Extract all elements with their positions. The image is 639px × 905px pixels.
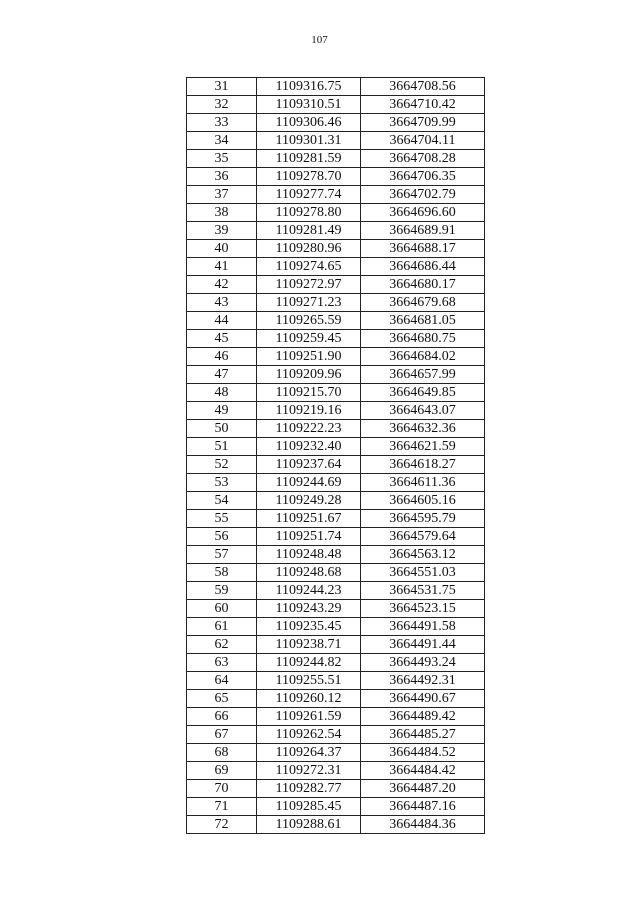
x-coordinate-cell: 1109209.96 (257, 366, 361, 384)
x-coordinate-cell: 1109232.40 (257, 438, 361, 456)
point-number-cell: 47 (187, 366, 257, 384)
y-coordinate-cell: 3664491.44 (361, 636, 485, 654)
y-coordinate-cell: 3664702.79 (361, 186, 485, 204)
point-number-cell: 72 (187, 816, 257, 834)
y-coordinate-cell: 3664708.56 (361, 78, 485, 96)
table-row (187, 708, 485, 726)
point-number-cell: 69 (187, 762, 257, 780)
y-coordinate-cell: 3664485.27 (361, 726, 485, 744)
table-row (187, 240, 485, 258)
coordinates-table-body (187, 78, 485, 834)
table-row (187, 744, 485, 762)
page-number: 107 (311, 34, 328, 46)
x-coordinate-cell: 1109285.45 (257, 798, 361, 816)
x-coordinate-cell: 1109265.59 (257, 312, 361, 330)
table-row (187, 510, 485, 528)
x-coordinate-cell: 1109238.71 (257, 636, 361, 654)
table-row (187, 618, 485, 636)
y-coordinate-cell: 3664523.15 (361, 600, 485, 618)
x-coordinate-cell: 1109281.49 (257, 222, 361, 240)
table-row (187, 780, 485, 798)
x-coordinate-cell: 1109262.54 (257, 726, 361, 744)
table-row (187, 600, 485, 618)
point-number-cell: 70 (187, 780, 257, 798)
x-coordinate-cell: 1109260.12 (257, 690, 361, 708)
x-coordinate-cell: 1109280.96 (257, 240, 361, 258)
table-row (187, 690, 485, 708)
point-number-cell: 36 (187, 168, 257, 186)
x-coordinate-cell: 1109237.64 (257, 456, 361, 474)
x-coordinate-cell: 1109244.82 (257, 654, 361, 672)
point-number-cell: 48 (187, 384, 257, 402)
x-coordinate-cell: 1109272.31 (257, 762, 361, 780)
y-coordinate-cell: 3664688.17 (361, 240, 485, 258)
y-coordinate-cell: 3664708.28 (361, 150, 485, 168)
x-coordinate-cell: 1109248.48 (257, 546, 361, 564)
y-coordinate-cell: 3664686.44 (361, 258, 485, 276)
coordinates-table (186, 77, 485, 834)
table-row (187, 96, 485, 114)
x-coordinate-cell: 1109316.75 (257, 78, 361, 96)
table-row (187, 546, 485, 564)
table-row (187, 438, 485, 456)
x-coordinate-cell: 1109306.46 (257, 114, 361, 132)
y-coordinate-cell: 3664710.42 (361, 96, 485, 114)
point-number-cell: 34 (187, 132, 257, 150)
y-coordinate-cell: 3664595.79 (361, 510, 485, 528)
x-coordinate-cell: 1109288.61 (257, 816, 361, 834)
y-coordinate-cell: 3664649.85 (361, 384, 485, 402)
x-coordinate-cell: 1109264.37 (257, 744, 361, 762)
y-coordinate-cell: 3664493.24 (361, 654, 485, 672)
point-number-cell: 35 (187, 150, 257, 168)
point-number-cell: 64 (187, 672, 257, 690)
table-row (187, 474, 485, 492)
x-coordinate-cell: 1109274.65 (257, 258, 361, 276)
y-coordinate-cell: 3664551.03 (361, 564, 485, 582)
point-number-cell: 50 (187, 420, 257, 438)
point-number-cell: 42 (187, 276, 257, 294)
x-coordinate-cell: 1109278.70 (257, 168, 361, 186)
y-coordinate-cell: 3664618.27 (361, 456, 485, 474)
point-number-cell: 38 (187, 204, 257, 222)
y-coordinate-cell: 3664689.91 (361, 222, 485, 240)
y-coordinate-cell: 3664709.99 (361, 114, 485, 132)
x-coordinate-cell: 1109219.16 (257, 402, 361, 420)
x-coordinate-cell: 1109235.45 (257, 618, 361, 636)
point-number-cell: 31 (187, 78, 257, 96)
point-number-cell: 60 (187, 600, 257, 618)
point-number-cell: 67 (187, 726, 257, 744)
x-coordinate-cell: 1109251.90 (257, 348, 361, 366)
table-row (187, 726, 485, 744)
table-row (187, 492, 485, 510)
point-number-cell: 32 (187, 96, 257, 114)
x-coordinate-cell: 1109301.31 (257, 132, 361, 150)
point-number-cell: 59 (187, 582, 257, 600)
point-number-cell: 56 (187, 528, 257, 546)
x-coordinate-cell: 1109277.74 (257, 186, 361, 204)
table-row (187, 258, 485, 276)
table-row (187, 348, 485, 366)
point-number-cell: 49 (187, 402, 257, 420)
x-coordinate-cell: 1109255.51 (257, 672, 361, 690)
x-coordinate-cell: 1109243.29 (257, 600, 361, 618)
x-coordinate-cell: 1109248.68 (257, 564, 361, 582)
table-row (187, 798, 485, 816)
table-row (187, 276, 485, 294)
y-coordinate-cell: 3664706.35 (361, 168, 485, 186)
y-coordinate-cell: 3664579.64 (361, 528, 485, 546)
point-number-cell: 55 (187, 510, 257, 528)
table-row (187, 294, 485, 312)
point-number-cell: 39 (187, 222, 257, 240)
y-coordinate-cell: 3664696.60 (361, 204, 485, 222)
y-coordinate-cell: 3664684.02 (361, 348, 485, 366)
table-row (187, 204, 485, 222)
y-coordinate-cell: 3664531.75 (361, 582, 485, 600)
point-number-cell: 65 (187, 690, 257, 708)
table-row (187, 402, 485, 420)
table-row (187, 222, 485, 240)
point-number-cell: 53 (187, 474, 257, 492)
table-row (187, 420, 485, 438)
table-row (187, 528, 485, 546)
point-number-cell: 63 (187, 654, 257, 672)
table-row (187, 312, 485, 330)
y-coordinate-cell: 3664657.99 (361, 366, 485, 384)
point-number-cell: 71 (187, 798, 257, 816)
point-number-cell: 57 (187, 546, 257, 564)
x-coordinate-cell: 1109222.23 (257, 420, 361, 438)
x-coordinate-cell: 1109244.69 (257, 474, 361, 492)
table-row (187, 456, 485, 474)
y-coordinate-cell: 3664492.31 (361, 672, 485, 690)
y-coordinate-cell: 3664563.12 (361, 546, 485, 564)
point-number-cell: 62 (187, 636, 257, 654)
x-coordinate-cell: 1109310.51 (257, 96, 361, 114)
y-coordinate-cell: 3664681.05 (361, 312, 485, 330)
table-row (187, 132, 485, 150)
point-number-cell: 51 (187, 438, 257, 456)
table-row (187, 384, 485, 402)
table-row (187, 762, 485, 780)
x-coordinate-cell: 1109271.23 (257, 294, 361, 312)
point-number-cell: 43 (187, 294, 257, 312)
y-coordinate-cell: 3664643.07 (361, 402, 485, 420)
point-number-cell: 58 (187, 564, 257, 582)
table-row (187, 636, 485, 654)
x-coordinate-cell: 1109215.70 (257, 384, 361, 402)
table-row (187, 114, 485, 132)
y-coordinate-cell: 3664621.59 (361, 438, 485, 456)
x-coordinate-cell: 1109282.77 (257, 780, 361, 798)
table-row (187, 330, 485, 348)
table-row (187, 186, 485, 204)
x-coordinate-cell: 1109281.59 (257, 150, 361, 168)
x-coordinate-cell: 1109272.97 (257, 276, 361, 294)
y-coordinate-cell: 3664632.36 (361, 420, 485, 438)
point-number-cell: 44 (187, 312, 257, 330)
x-coordinate-cell: 1109278.80 (257, 204, 361, 222)
x-coordinate-cell: 1109251.74 (257, 528, 361, 546)
x-coordinate-cell: 1109261.59 (257, 708, 361, 726)
point-number-cell: 68 (187, 744, 257, 762)
y-coordinate-cell: 3664605.16 (361, 492, 485, 510)
point-number-cell: 41 (187, 258, 257, 276)
table-row (187, 582, 485, 600)
point-number-cell: 33 (187, 114, 257, 132)
y-coordinate-cell: 3664490.67 (361, 690, 485, 708)
y-coordinate-cell: 3664487.16 (361, 798, 485, 816)
y-coordinate-cell: 3664611.36 (361, 474, 485, 492)
y-coordinate-cell: 3664489.42 (361, 708, 485, 726)
table-row (187, 654, 485, 672)
point-number-cell: 40 (187, 240, 257, 258)
x-coordinate-cell: 1109249.28 (257, 492, 361, 510)
table-row (187, 672, 485, 690)
x-coordinate-cell: 1109244.23 (257, 582, 361, 600)
y-coordinate-cell: 3664704.11 (361, 132, 485, 150)
y-coordinate-cell: 3664679.68 (361, 294, 485, 312)
table-row (187, 78, 485, 96)
y-coordinate-cell: 3664491.58 (361, 618, 485, 636)
table-row (187, 366, 485, 384)
x-coordinate-cell: 1109251.67 (257, 510, 361, 528)
y-coordinate-cell: 3664484.36 (361, 816, 485, 834)
point-number-cell: 61 (187, 618, 257, 636)
point-number-cell: 66 (187, 708, 257, 726)
y-coordinate-cell: 3664487.20 (361, 780, 485, 798)
table-row (187, 816, 485, 834)
table-row (187, 150, 485, 168)
table-row (187, 564, 485, 582)
point-number-cell: 54 (187, 492, 257, 510)
point-number-cell: 52 (187, 456, 257, 474)
x-coordinate-cell: 1109259.45 (257, 330, 361, 348)
y-coordinate-cell: 3664484.42 (361, 762, 485, 780)
y-coordinate-cell: 3664680.17 (361, 276, 485, 294)
table-row (187, 168, 485, 186)
point-number-cell: 46 (187, 348, 257, 366)
point-number-cell: 45 (187, 330, 257, 348)
y-coordinate-cell: 3664484.52 (361, 744, 485, 762)
point-number-cell: 37 (187, 186, 257, 204)
y-coordinate-cell: 3664680.75 (361, 330, 485, 348)
